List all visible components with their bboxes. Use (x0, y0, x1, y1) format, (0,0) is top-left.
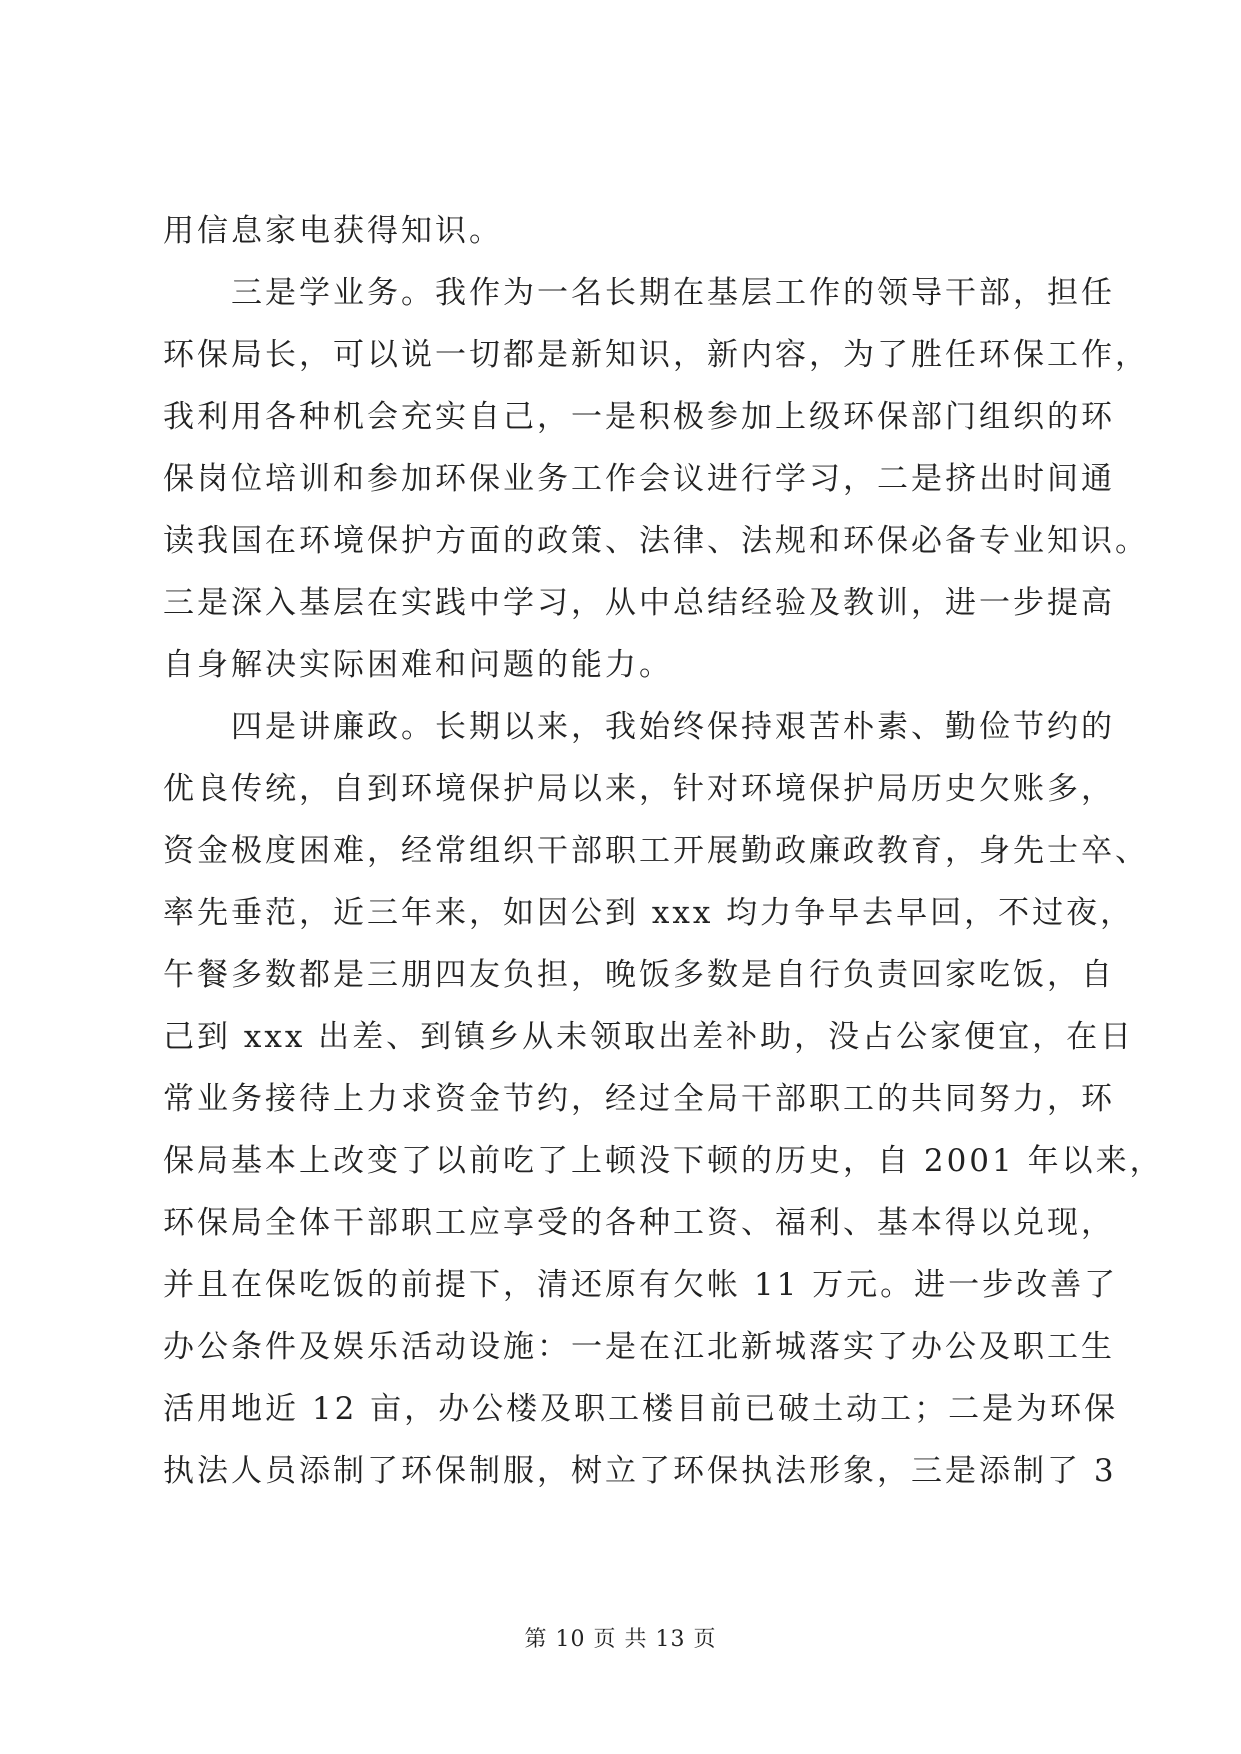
text-line: 我利用各种机会充实自己，一是积极参加上级环保部门组织的环 (163, 399, 1115, 435)
text-line: 优良传统，自到环境保护局以来，针对环境保护局历史欠账多， (163, 771, 1115, 807)
text-line: 活用地近 12 亩，办公楼及职工楼目前已破土动工；二是为环保 (163, 1391, 1119, 1427)
text-line: 环保局长，可以说一切都是新知识，新内容，为了胜任环保工作， (163, 337, 1149, 373)
text-line: 四是讲廉政。长期以来，我始终保持艰苦朴素、勤俭节约的 (163, 709, 1115, 745)
body-text (163, 200, 1164, 1502)
text-line: 执法人员添制了环保制服，树立了环保执法形象，三是添制了 3 (163, 1453, 1117, 1489)
text-line: 自身解决实际困难和问题的能力。 (163, 647, 673, 683)
text-line: 保局基本上改变了以前吃了上顿没下顿的历史，自 2001 年以来， (163, 1143, 1164, 1179)
text-line: 己到 xxx 出差、到镇乡从未领取出差补助，没占公家便宜，在日 (163, 1019, 1135, 1055)
text-line: 三是深入基层在实践中学习，从中总结经验及教训，进一步提高 (163, 585, 1115, 621)
text-line: 午餐多数都是三朋四友负担，晚饭多数是自行负责回家吃饭，自 (163, 957, 1115, 993)
text-line: 环保局全体干部职工应享受的各种工资、福利、基本得以兑现， (163, 1205, 1115, 1241)
text-line: 用信息家电获得知识。 (163, 213, 503, 249)
text-line: 办公条件及娱乐活动设施：一是在江北新城落实了办公及职工生 (163, 1329, 1115, 1365)
text-line: 读我国在环境保护方面的政策、法律、法规和环保必备专业知识。 (163, 523, 1149, 559)
text-line: 三是学业务。我作为一名长期在基层工作的领导干部，担任 (163, 275, 1115, 311)
text-line: 并且在保吃饭的前提下，清还原有欠帐 11 万元。进一步改善了 (163, 1267, 1119, 1303)
text-line: 常业务接待上力求资金节约，经过全局干部职工的共同努力，环 (163, 1081, 1115, 1117)
text-line: 率先垂范，近三年来，如因公到 xxx 均力争早去早回，不过夜， (163, 895, 1135, 931)
text-line: 保岗位培训和参加环保业务工作会议进行学习，二是挤出时间通 (163, 461, 1115, 497)
text-line: 资金极度困难，经常组织干部职工开展勤政廉政教育，身先士卒、 (163, 833, 1149, 869)
page-number-footer: 第 10 页 共 13 页 (524, 1627, 717, 1652)
